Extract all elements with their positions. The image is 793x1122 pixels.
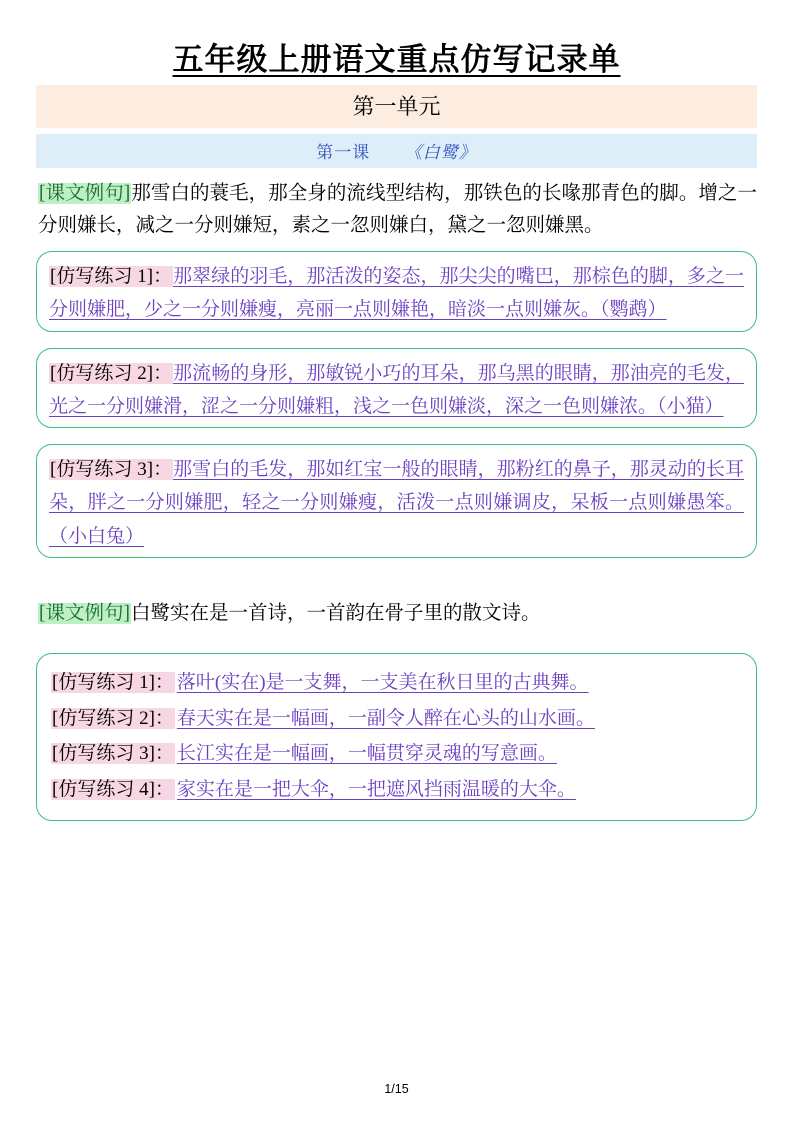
page-title: 五年级上册语文重点仿写记录单 xyxy=(172,42,621,77)
practice-label: [仿写练习 2]： xyxy=(52,707,174,729)
practice-text: 长江实在是一幅画，一幅贯穿灵魂的写意画。 xyxy=(176,743,557,765)
page-number: 1/15 xyxy=(384,1082,409,1096)
practice-row xyxy=(49,260,744,327)
lesson-title: 《白鹭》 xyxy=(404,143,477,162)
practice-text: 落叶(实在)是一支舞，一支美在秋日里的古典舞。 xyxy=(176,672,589,694)
practice-label: [仿写练习 1]： xyxy=(52,672,174,694)
example-text: 白鹭实在是一首诗，一首韵在骨子里的散文诗。 xyxy=(131,602,541,624)
practice-box-2 xyxy=(36,653,757,821)
practice-label: [仿写练习 3]： xyxy=(52,743,174,765)
example-text: 那雪白的蓑毛，那全身的流线型结构，那铁色的长喙那青色的脚。增之一分则嫌长，减之一分则嫌短，素之一忽则嫌白，黛之一忽则嫌黑。 xyxy=(38,183,757,236)
practice-box-1-3 xyxy=(36,444,757,558)
practice-row xyxy=(51,739,742,768)
unit-banner: 第一单元 xyxy=(36,85,757,128)
practice-text: 那雪白的毛发，那如红宝一般的眼睛，那粉红的鼻子，那灵动的长耳朵，胖之一分则嫌肥，轻之一分则嫌瘦，活泼一点则嫌调皮，呆板一点则嫌愚笨。（小白兔） xyxy=(49,459,744,547)
practice-label: [仿写练习 1]： xyxy=(50,266,173,288)
practice-label: [仿写练习 4]： xyxy=(52,778,174,800)
practice-row xyxy=(49,357,744,424)
practice-row xyxy=(49,453,744,553)
practice-row xyxy=(51,668,742,697)
practice-label: [仿写练习 2]： xyxy=(50,362,173,384)
lesson-number: 第一课 xyxy=(316,143,371,162)
practice-row xyxy=(51,775,742,804)
practice-label: [仿写练习 3]： xyxy=(50,459,173,481)
practice-box-1-2 xyxy=(36,348,757,429)
example-sentence-2 xyxy=(38,598,757,630)
practice-text: 那流畅的身形，那敏锐小巧的耳朵，那乌黑的眼睛，那油亮的毛发，光之一分则嫌滑，涩之一分则嫌粗，浅之一色则嫌淡，深之一色则嫌浓。（小猫） xyxy=(49,362,744,417)
practice-box-1-1 xyxy=(36,251,757,332)
practice-text: 家实在是一把大伞，一把遮风挡雨温暖的大伞。 xyxy=(176,778,576,800)
practice-text: 春天实在是一幅画，一副令人醉在心头的山水画。 xyxy=(176,707,595,729)
practice-row xyxy=(51,704,742,733)
example-label: [课文例句] xyxy=(39,183,131,204)
example-sentence-1 xyxy=(38,178,757,241)
lesson-heading xyxy=(36,134,757,168)
practice-text: 那翠绿的羽毛，那活泼的姿态，那尖尖的嘴巴，那棕色的脚，多之一分则嫌肥，少之一分则嫌瘦，亮丽一点则嫌艳，暗淡一点则嫌灰。（鹦鹉） xyxy=(49,266,744,321)
example-label: [课文例句] xyxy=(39,602,130,624)
